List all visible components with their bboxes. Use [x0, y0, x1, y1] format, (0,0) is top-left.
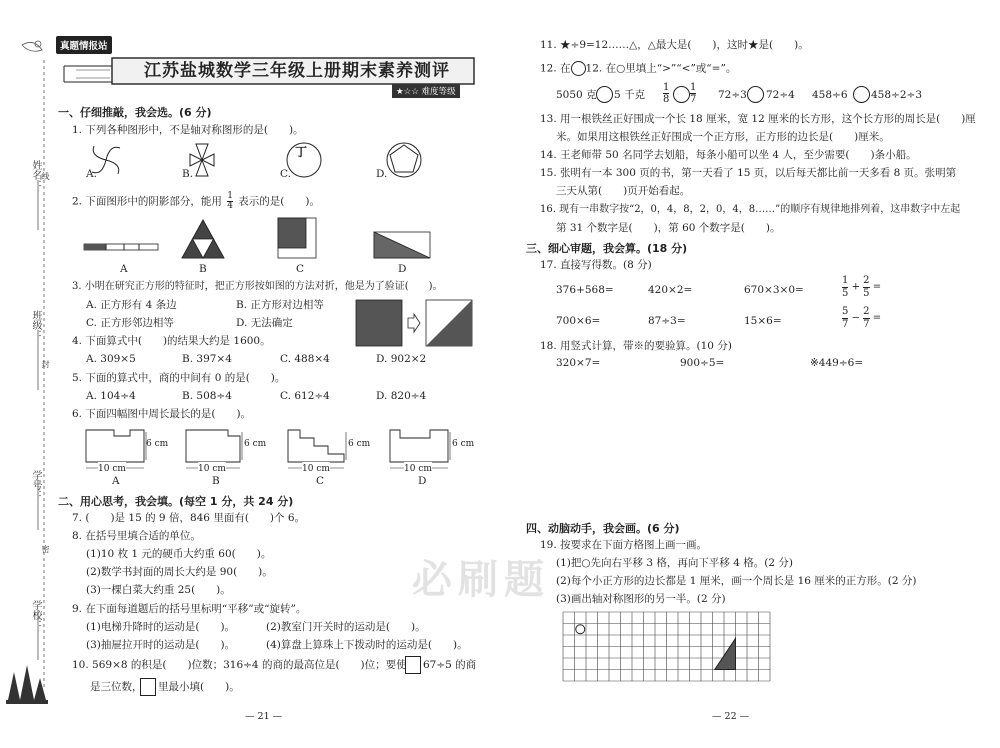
q4-opt-b: B. 397×4	[182, 353, 232, 365]
q19: 19. 按要求在下面方格图上画一画。	[540, 539, 708, 551]
q9: 9. 在下面每道题后的括号里标明“平移”或“旋转”。	[72, 603, 307, 615]
class-label: 班级：	[30, 310, 41, 340]
q15-line2: 三天从第( )页开始看起。	[556, 185, 691, 197]
q4-opt-d: D. 902×2	[376, 353, 427, 365]
triangle-figure	[182, 220, 224, 258]
q2-figures	[84, 216, 444, 262]
header	[56, 36, 476, 98]
q12-circle-2[interactable]	[673, 86, 690, 103]
q12-d-right: 458÷2÷3	[871, 89, 922, 101]
q9-4: (4)算盘上算珠上下拨动时的运动是( )。	[266, 639, 468, 651]
q17-r1-2: 420×2=	[648, 284, 693, 296]
q17-f1-c: 2	[863, 275, 870, 286]
q6-label-b: B	[212, 475, 220, 487]
page-number-right: — 22 —	[712, 711, 750, 722]
q1-opt-d: D.	[376, 168, 388, 180]
q2-stem-b: 表示的是( )。	[238, 195, 320, 208]
q6-h-d: 6 cm	[452, 439, 475, 449]
q6-w-a: 10 cm	[98, 464, 126, 474]
q12-c-left: 72÷3	[718, 89, 747, 101]
q6-h-c: 6 cm	[348, 439, 371, 449]
q7: 7. ( )是 15 的 9 倍，846 里面有( )个 6。	[72, 512, 306, 524]
q3-fold-figure	[356, 298, 476, 348]
q17-frac-expr-2: $\frac{5}{7}$ − $\frac{2}{7}$ =	[842, 306, 882, 330]
q1-figures	[86, 140, 426, 184]
q2-label-d: D	[398, 263, 407, 275]
shape-b	[186, 430, 240, 462]
q1-opt-b: B.	[182, 168, 194, 180]
page-number-left: — 21 —	[245, 711, 283, 722]
drawing-grid[interactable]	[563, 612, 923, 702]
q12-circle-4[interactable]	[853, 86, 870, 103]
q4-stem: 4. 下面算式中( )的结果大约是 1600。	[72, 335, 271, 347]
q2-stem	[72, 192, 320, 211]
q17-f1-a: 1	[842, 275, 849, 286]
q6-stem: 6. 下面四幅图中周长最长的是( )。	[72, 408, 252, 420]
seal-mark: 封	[41, 360, 50, 368]
q8: 8. 在括号里填合适的单位。	[72, 530, 201, 542]
q2-label-c: C	[296, 263, 305, 275]
q13-line1: 13. 用一根铁丝正好围成一个长 18 厘米，宽 12 厘米的长方形，这个长方形的周长是( )厘	[540, 113, 976, 125]
rectangle-figure	[374, 232, 430, 258]
q2-fraction	[227, 192, 233, 211]
q8-3: (3)一棵白菜大约重 25( )。	[86, 584, 231, 596]
q17-f1-d: 5	[863, 288, 870, 299]
binding-line	[0, 0, 52, 748]
q12-circle	[571, 61, 586, 76]
q12-n1: 1	[663, 82, 670, 93]
q12-frac-left	[663, 82, 669, 105]
q17-f2-c: 2	[863, 306, 870, 317]
q17-r2-2: 87÷3=	[648, 315, 686, 327]
q8-1: (1)10 枚 1 元的硬币大约重 60( )。	[86, 548, 272, 560]
q17: 17. 直接写得数。(8 分)	[540, 259, 652, 271]
q3-opt-c: C. 正方形邻边相等	[86, 317, 174, 329]
q3-opt-d: D. 无法确定	[236, 317, 293, 329]
q1-opt-c: C.	[280, 168, 291, 180]
q17-r2-1: 700×6=	[556, 315, 601, 327]
q9-1: (1)电梯升降时的运动是( )。	[86, 621, 236, 633]
q4-opt-c: C. 488×4	[280, 353, 330, 365]
school-label: 学校：	[30, 600, 41, 630]
q19-2: (2)每个小正方形的边长都是 1 厘米，画一个周长是 16 厘米的正方形。(2 分)	[556, 575, 917, 587]
q17-f1-b: 5	[842, 288, 849, 299]
q16-line1: 16. 现有一串数字按“2，0，4，8，2，0，4，8……”的顺序有规律地排列着，这串数字中左起	[540, 204, 961, 215]
q12-circle-1[interactable]	[596, 86, 613, 103]
q5-opt-c: C. 612÷4	[280, 390, 330, 402]
q9-3: (3)抽屉拉开时的运动是( )。	[86, 639, 236, 651]
q10-d: 里最小填( )。	[158, 681, 240, 693]
grid-circle	[576, 625, 585, 634]
shape-a	[86, 430, 144, 462]
name-label: 姓名：	[30, 160, 41, 190]
q2-frac-num: 1	[227, 191, 233, 201]
q1-opt-a: A.	[86, 168, 97, 180]
q6-label-a: A	[112, 475, 120, 487]
section2-heading: 二、用心思考，我会填。(每空 1 分，共 24 分)	[58, 495, 294, 508]
q1-stem: 1. 下列各种图形中，不是轴对称图形的是( )。	[72, 124, 304, 136]
half-symmetric-shape	[715, 638, 736, 669]
q10-a: 10. 569×8 的积是( )位数；316÷4 的商的最高位是( )位；要使	[72, 659, 407, 671]
q12-a-right: 5 千克	[614, 89, 646, 101]
pentagon-figure	[387, 143, 421, 177]
q12-circle-3[interactable]	[747, 86, 764, 103]
q2-label-a: A	[120, 263, 128, 275]
watermark: 必刷题	[412, 556, 550, 603]
q5-opt-b: B. 508÷4	[182, 390, 232, 402]
q2-label-b: B	[199, 263, 207, 275]
binding-margin	[0, 0, 52, 748]
q12-d1: 8	[663, 94, 670, 105]
q10-b: 67÷5 的商	[423, 659, 477, 671]
q4-opt-a: A. 309×5	[86, 353, 136, 365]
bar-figure	[84, 244, 158, 250]
q6-w-d: 10 cm	[404, 464, 432, 474]
difficulty-badge: ★☆☆ 难度等级	[392, 84, 460, 98]
q6-h-a: 6 cm	[146, 439, 169, 449]
q16-line2: 第 31 个数字是( )，第 60 个数字是( )。	[556, 222, 781, 234]
q5-opt-a: A. 104÷4	[86, 390, 136, 402]
line-mark: 线	[41, 172, 50, 180]
section3-heading: 三、细心审题，我会算。(18 分)	[526, 242, 688, 255]
q6-w-c: 10 cm	[302, 464, 330, 474]
q17-f2-d: 7	[863, 319, 870, 330]
page-title: 江苏盐城数学三年级上册期末素养测评	[144, 61, 450, 81]
q5-stem: 5. 下面的算式中，商的中间有 0 的是( )。	[72, 372, 286, 384]
shape-d	[390, 430, 448, 462]
q12-text: 12. 在○里填上“>”“<”或“=”。	[585, 62, 737, 75]
q6-label-c: C	[316, 475, 325, 487]
shape-c	[288, 430, 344, 462]
trees-decoration-icon	[6, 665, 48, 704]
q2-frac-den: 4	[227, 201, 233, 211]
q19-3: (3)画出轴对称图形的另一半。(2 分)	[556, 593, 726, 605]
q18-2: 900÷5=	[680, 357, 725, 369]
q17-r1-3: 670×3×0=	[744, 284, 804, 296]
q3-stem: 3. 小明在研究正方形的特征时，把正方形按如图的方法对折，他是为了验证( )。	[72, 281, 443, 292]
q10-c: 是三位数，	[90, 681, 143, 693]
q18: 18. 用竖式计算，带※的要验算。(10 分)	[540, 340, 732, 352]
q5-opt-d: D. 820÷4	[376, 390, 427, 402]
square-figure	[278, 218, 316, 258]
q12-prefix: 12. 在	[540, 62, 571, 75]
q6-label-d: D	[418, 475, 427, 487]
q17-f2-b: 7	[842, 319, 849, 330]
section1-heading: 一、仔细推敲，我会选。(6 分)	[58, 106, 212, 119]
q19-1: (1)把○先向右平移 3 格，再向下平移 4 格。(2 分)	[556, 557, 793, 569]
q17-r2-3: 15×6=	[744, 315, 782, 327]
q17-f2-a: 5	[842, 306, 849, 317]
fold-mark: 密	[41, 545, 50, 553]
q15-line1: 15. 张明有一本 300 页的书，第一天看了 15 页，以后每天都比前一天多看 8 页。张明第	[540, 167, 957, 179]
q17-r1-1: 376+568=	[556, 284, 614, 296]
q3-opt-a: A. 正方形有 4 条边	[86, 299, 177, 311]
q12	[540, 61, 736, 76]
q11: 11. ★÷9=12……△，△最大是( )，这时★是( )。	[540, 39, 809, 51]
q6-h-b: 6 cm	[244, 439, 267, 449]
q6-w-b: 10 cm	[198, 464, 226, 474]
number-label: 学号：	[30, 470, 41, 500]
q9-2: (2)教室门开关时的运动是( )。	[266, 621, 426, 633]
q10-box-1[interactable]	[405, 656, 421, 674]
q12-c-right: 72÷4	[766, 89, 795, 101]
leaf-decoration-icon	[22, 41, 42, 51]
q18-1: 320×7=	[556, 357, 601, 369]
q14: 14. 王老师带 50 名同学去划船，每条小船可以坐 4 人，至少需要( )条小船。	[540, 149, 917, 161]
q3-opt-b: B. 正方形对边相等	[236, 299, 324, 311]
q17-frac-expr-1: $\frac{1}{5}$ + $\frac{2}{5}$ =	[842, 275, 882, 299]
badge: 真题情报站	[56, 36, 112, 54]
bowtie-figure	[190, 144, 214, 176]
q13-line2: 米。如果用这根铁丝正好围成一个正方形，正方形的边长是( )厘米。	[556, 131, 890, 143]
q12-d-left: 458÷6	[812, 89, 848, 101]
q2-stem-a: 2. 下面图形中的阴影部分，能用	[72, 195, 222, 208]
q12-frac-right	[690, 82, 696, 105]
q10-box-2[interactable]	[140, 678, 156, 696]
q8-2: (2)数学书封面的周长大约是 90( )。	[86, 566, 273, 578]
q12-a-left: 5050 克	[556, 89, 597, 101]
q12-n2: 1	[690, 82, 697, 93]
section4-heading: 四、动脑动手，我会画。(6 分)	[526, 522, 680, 535]
q18-3: ※449÷6=	[810, 357, 864, 369]
q12-d2: 7	[690, 94, 697, 105]
circle-mark: 丁	[295, 145, 308, 159]
